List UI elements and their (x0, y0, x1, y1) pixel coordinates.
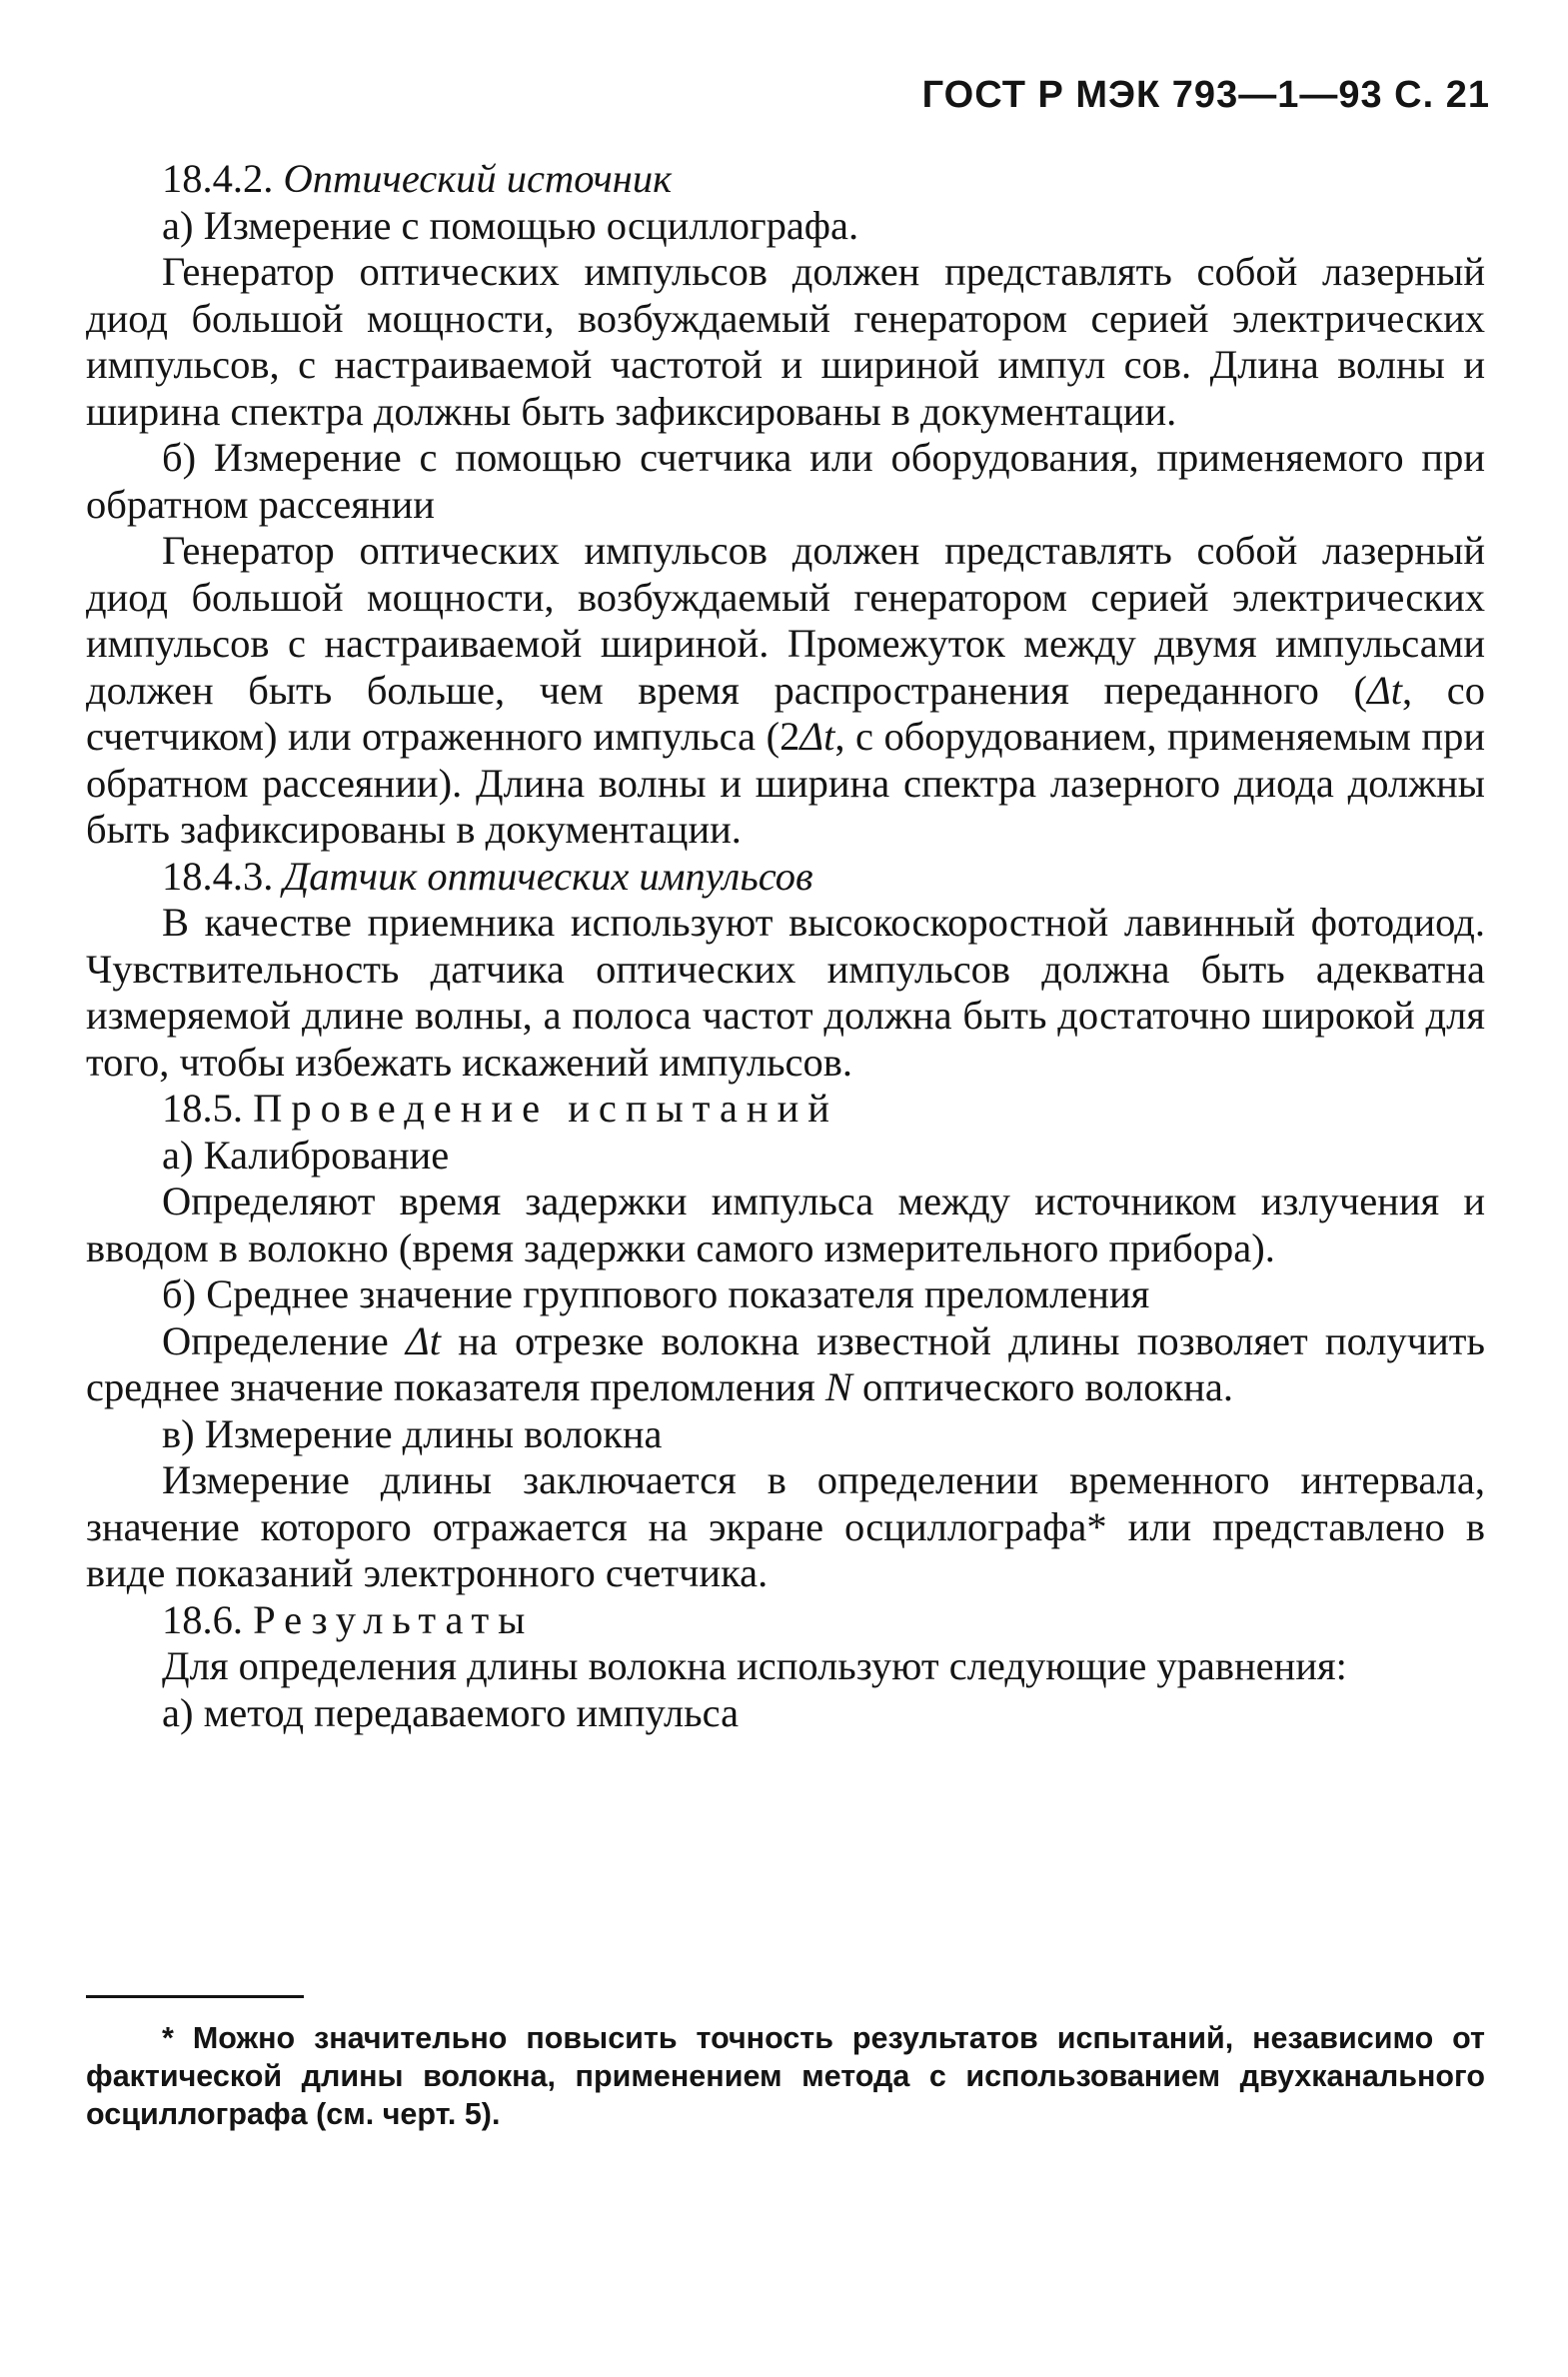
section-number: 18.6. (162, 1596, 243, 1642)
running-head: ГОСТ Р МЭК 793—1—93 С. 21 (921, 74, 1490, 116)
section-18-4-3-paragraph: В качестве приемника используют высокоскоростной лавинный фотодиод. Чувствительность датчика оптических импульсов должна быть адекватна измеряемой длине волны, а полоса частот должна быть достаточно широкой для того, чтобы избежать искажений импульсов. (86, 900, 1485, 1085)
footnote-separator (86, 1995, 304, 1998)
item-a-label: а) Измерение с помощью осциллографа. (162, 202, 859, 248)
item-a-label: а) Калибрование (162, 1132, 450, 1178)
footnote-text: * Можно значительно повысить точность результатов испытаний, независимо от фактической длины волокна, применением метода с использованием двухканального осциллографа (см. черт. 5). (86, 2021, 1485, 2131)
item-c-paragraph: Измерение длины заключается в определении временного интервала, значение которого отражается на экране осциллографа* или представлено в виде показаний электронного счетчика. (86, 1457, 1485, 1595)
index-n-symbol: N (824, 1364, 852, 1409)
section-title: Датчик оптических импульсов (283, 853, 813, 899)
delta-t-symbol: Δt (1367, 667, 1403, 713)
section-number: 18.4.3. (162, 853, 274, 899)
section-18-5-heading (86, 1086, 1485, 1133)
item-b-label: б) Среднее значение группового показателя преломления (162, 1271, 1150, 1316)
section-title: Проведение испытаний (253, 1086, 838, 1131)
section-18-4-3-heading (86, 854, 1485, 901)
section-number: 18.4.2. (162, 156, 274, 201)
text-run: на отрезке волокна известной длины позволяет получить среднее значение показателя преломления (86, 1317, 1485, 1409)
section-18-6-paragraph: Для определения длины волокна используют следующие уравнения: (162, 1643, 1347, 1688)
item-a-paragraph: Генератор оптических импульсов должен представлять собой лазерный диод большой мощности, возбуждаемый генератором серией электрических импульсов, с настраиваемой частотой и шириной импул сов. Длина волны и ширина спектра должны быть зафиксированы в документации. (86, 249, 1485, 434)
section-title: Результаты (253, 1596, 535, 1642)
text-run: Генератор оптических импульсов должен представлять собой лазерный диод большой мощности, возбуждаемый генератором серией электрических импульсов с настраиваемой шириной. Промежуток между двумя импульсами должен быть больше, чем время распространения переданного ( (86, 528, 1485, 713)
section-title: Оптический источник (283, 156, 673, 201)
delta-t-symbol: Δt (799, 714, 835, 759)
page-body (86, 156, 1485, 1736)
item-b-paragraph (86, 528, 1485, 854)
text-run: Определение (162, 1317, 406, 1363)
section-18-4-2-heading (86, 156, 1485, 203)
section-number: 18.5. (162, 1086, 243, 1131)
item-c-label: в) Измерение длины волокна (162, 1410, 663, 1456)
text-run: , со счетчиком) или отраженного импульса (2 (86, 667, 1485, 759)
footnote (86, 2019, 1485, 2133)
delta-t-symbol: Δt (405, 1317, 441, 1363)
text-run: , с оборудованием, применяемым при обратном рассеянии). Длина волны и ширина спектра лазерного диода должны быть зафиксированы в документации. (86, 714, 1486, 852)
item-b-paragraph (86, 1318, 1485, 1411)
item-a-paragraph: Определяют время задержки импульса между источником излучения и вводом в волокно (время задержки самого измерительного прибора). (86, 1179, 1485, 1270)
section-18-6-heading (86, 1597, 1485, 1644)
item-a-label: а) метод передаваемого импульса (162, 1689, 740, 1735)
text-run: оптического волокна. (851, 1364, 1233, 1409)
item-b-label: б) Измерение с помощью счетчика или оборудования, применяемого при обратном рассеянии (86, 435, 1485, 527)
